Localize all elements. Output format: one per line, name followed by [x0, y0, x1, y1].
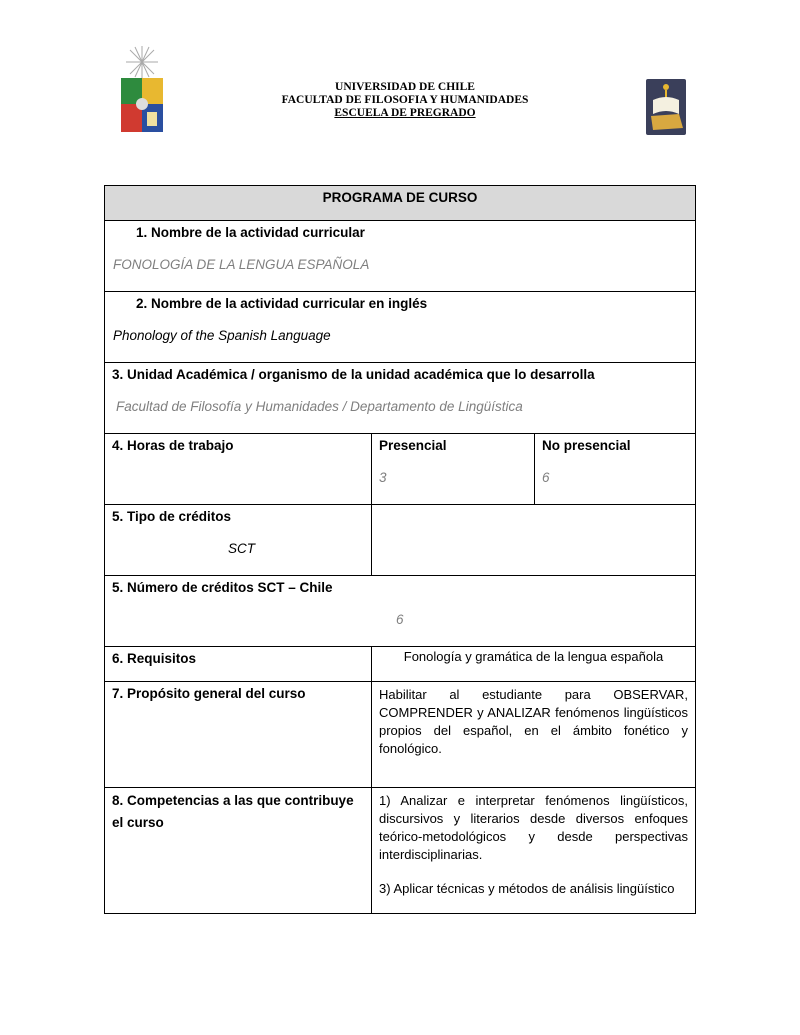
faculty-name: FACULTAD DE FILOSOFIA Y HUMANIDADES	[281, 94, 529, 106]
university-name: UNIVERSIDAD DE CHILE	[335, 81, 475, 93]
section-1-label: 1. Nombre de la actividad curricular	[136, 225, 365, 240]
section-5b-cell	[104, 575, 696, 647]
no-presencial-value: 6	[542, 470, 550, 485]
section-8-label: 8. Competencias a las que contribuye el curso	[112, 793, 354, 830]
competency-1: 1) Analizar e interpretar fenómenos lingüísticos, discursivos y literarios desde diversos enfoques teórico-metodológicos y desde perspectivas interdisciplinarias.	[379, 793, 688, 862]
presencial-label: Presencial	[379, 438, 447, 453]
section-6-value: Fonología y gramática de la lengua española	[403, 649, 664, 664]
section-6-label-cell	[104, 646, 372, 682]
section-8-label-cell	[104, 787, 372, 914]
presencial-value: 3	[379, 470, 387, 485]
section-7-label: 7. Propósito general del curso	[112, 686, 306, 701]
section-8-value-cell	[371, 787, 696, 914]
section-6-label: 6. Requisitos	[112, 651, 197, 666]
section-4-label-cell	[104, 433, 372, 505]
section-6-value-cell	[371, 646, 696, 682]
program-title-cell	[104, 185, 696, 221]
competency-3: 3) Aplicar técnicas y métodos de análisis lingüístico	[379, 881, 675, 896]
section-3-label: 3. Unidad Académica / organismo de la unidad académica que lo desarrolla	[112, 367, 595, 382]
section-7-value: Habilitar al estudiante para OBSERVAR, COMPRENDER y ANALIZAR fenómenos lingüísticos propios del español, en el ámbito fonético y fonológico.	[379, 687, 688, 756]
school-name: ESCUELA DE PREGRADO	[334, 107, 476, 119]
section-4-label: 4. Horas de trabajo	[112, 438, 234, 453]
section-2-value: Phonology of the Spanish Language	[113, 328, 331, 343]
section-7-label-cell	[104, 681, 372, 788]
section-5-label: 5. Tipo de créditos	[112, 509, 232, 524]
section-3-value: Facultad de Filosofía y Humanidades / Departamento de Lingüística	[116, 399, 523, 414]
institution-header	[200, 81, 610, 120]
section-5b-label: 5. Número de créditos SCT – Chile	[112, 580, 333, 595]
section-2-label: 2. Nombre de la actividad curricular en inglés	[136, 296, 428, 311]
no-presencial-label: No presencial	[542, 438, 631, 453]
no-presencial-cell	[534, 433, 696, 505]
presencial-cell	[371, 433, 535, 505]
universidad-de-chile-logo	[118, 44, 166, 136]
section-5-value: SCT	[228, 541, 255, 556]
section-5b-value: 6	[396, 612, 404, 627]
section-5-empty-cell	[371, 504, 696, 576]
faculty-logo	[645, 78, 687, 138]
program-title: PROGRAMA DE CURSO	[322, 190, 478, 205]
section-7-value-cell	[371, 681, 696, 788]
section-1-value: FONOLOGÍA DE LA LENGUA ESPAÑOLA	[113, 257, 370, 272]
section-3-cell	[104, 362, 696, 434]
section-5-cell	[104, 504, 372, 576]
section-2-cell	[104, 291, 696, 363]
section-1-cell	[104, 220, 696, 292]
